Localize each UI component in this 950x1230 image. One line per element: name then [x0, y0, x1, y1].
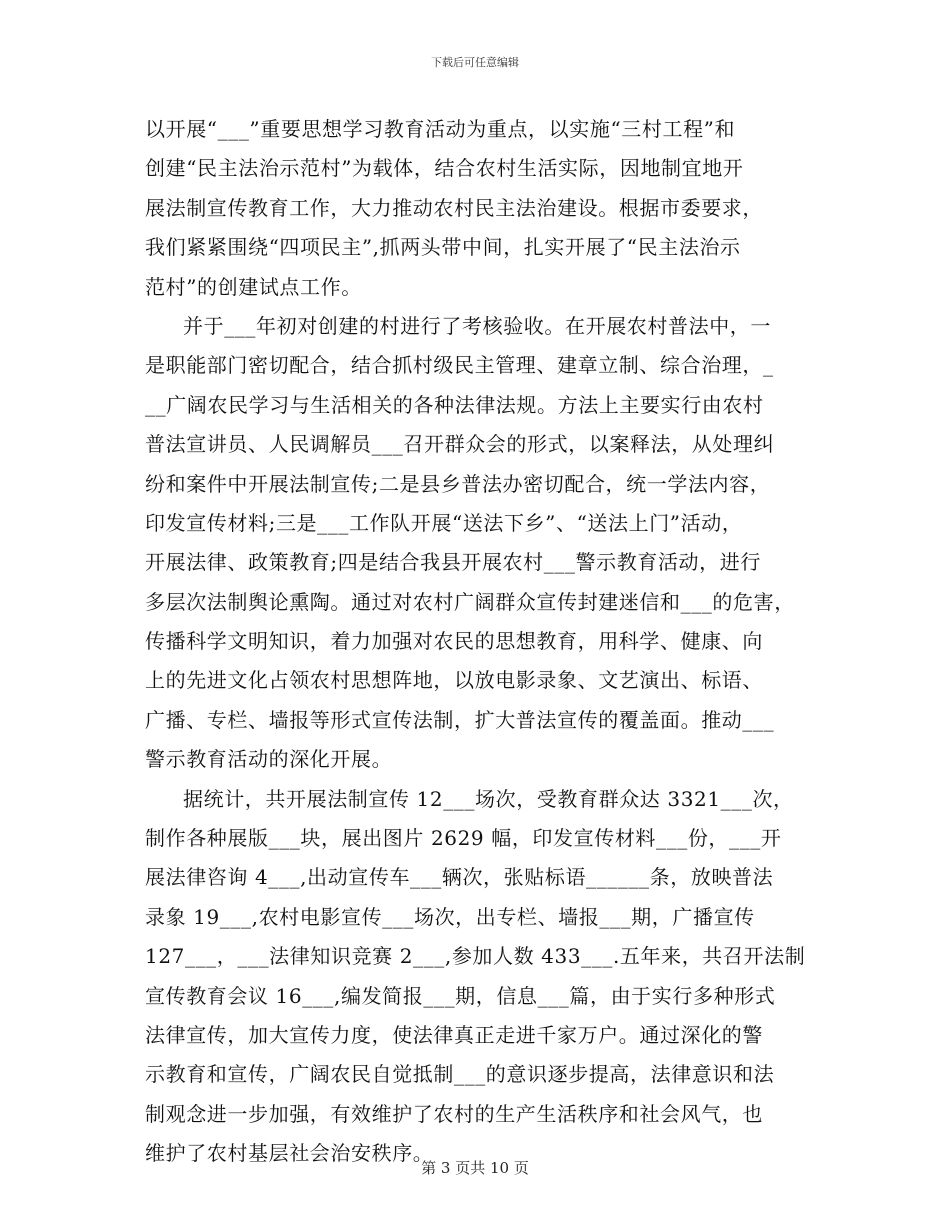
text-line: __广阔农民学习与生活相关的各种法律法规。方法上主要实行由农村: [145, 392, 764, 417]
paragraph-1: [145, 110, 825, 307]
text-line: 宣传教育会议 16___,编发简报___期，信息___篇，由于实行多种形式: [145, 983, 776, 1008]
text-line: 印发宣传材料;三是___工作队开展“送法下乡”、“送法上门”活动，: [145, 510, 743, 535]
text-line: 上的先进文化占领农村思想阵地，以放电影录象、文艺演出、标语、: [145, 668, 763, 693]
text-line: 范村”的创建试点工作。: [145, 274, 362, 299]
text-line: 普法宣讲员、人民调解员___召开群众会的形式，以案释法，从处理纠: [145, 432, 775, 457]
text-line: 纷和案件中开展法制宣传;二是县乡普法办密切配合，统一学法内容，: [145, 471, 771, 496]
text-line: 制观念进一步加强，有效维护了农村的生产生活秩序和社会风气，也: [145, 1101, 763, 1126]
text-line: 创建“民主法治示范村”为载体，结合农村生活实际，因地制宜地开: [145, 156, 744, 181]
paragraph-2: [145, 307, 825, 780]
text-line: 警示教育活动的深化开展。: [145, 747, 393, 772]
text-line: 法律宣传，加大宣传力度，使法律真正走进千家万户。通过深化的警: [145, 1022, 763, 1047]
text-line: 多层次法制舆论熏陶。通过对农村广阔群众宣传封建迷信和___的危害，: [145, 589, 795, 614]
text-line: 展法律咨询 4___,出动宣传车___辆次，张贴标语______条，放映普法: [145, 865, 774, 890]
text-line: 据统计，共开展法制宣传 12___场次，受教育群众达 3321___次，: [183, 786, 794, 811]
text-line: 录象 19___,农村电影宣传___场次，出专栏、墙报___期，广播宣传: [145, 904, 755, 929]
text-line: 是职能部门密切配合，结合抓村级民主管理、建章立制、综合治理，_: [145, 353, 774, 378]
text-line: 维护了农村基层社会治安秩序。: [145, 1141, 434, 1166]
text-line: 示教育和宣传，广阔农民自觉抵制___的意识逐步提高，法律意识和法: [145, 1062, 775, 1087]
text-line: 以开展“___”重要思想学习教育活动为重点，以实施“三村工程”和: [145, 117, 736, 141]
text-line: 开展法律、政策教育;四是结合我县开展农村___警示教育活动，进行: [145, 550, 761, 575]
text-line: 广播、专栏、墙报等形式宣传法制，扩大普法宣传的覆盖面。推动___: [145, 707, 775, 732]
text-line: 传播科学文明知识，着力加强对农民的思想教育，用科学、健康、向: [145, 629, 763, 654]
text-line: 并于___年初对创建的村进行了考核验收。在开展农村普法中，一: [183, 313, 771, 338]
text-line: 制作各种展版___块，展出图片 2629 幅，印发宣传材料___份，___开: [145, 826, 782, 851]
page-number: 第 3 页共 10 页: [421, 1159, 529, 1177]
paragraph-3: [145, 780, 825, 1174]
text-line: 我们紧紧围绕“四项民主”,抓两头带中间，扎实开展了“民主法治示: [145, 235, 741, 260]
document-body: [145, 110, 825, 1174]
text-line: 展法制宣传教育工作，大力推动农村民主法治建设。根据市委要求，: [145, 195, 763, 220]
page-header: 下载后可任意编辑: [431, 56, 519, 69]
text-line: 127___，___法律知识竞赛 2___,参加人数 433___.五年来，共召开法制: [145, 944, 806, 969]
